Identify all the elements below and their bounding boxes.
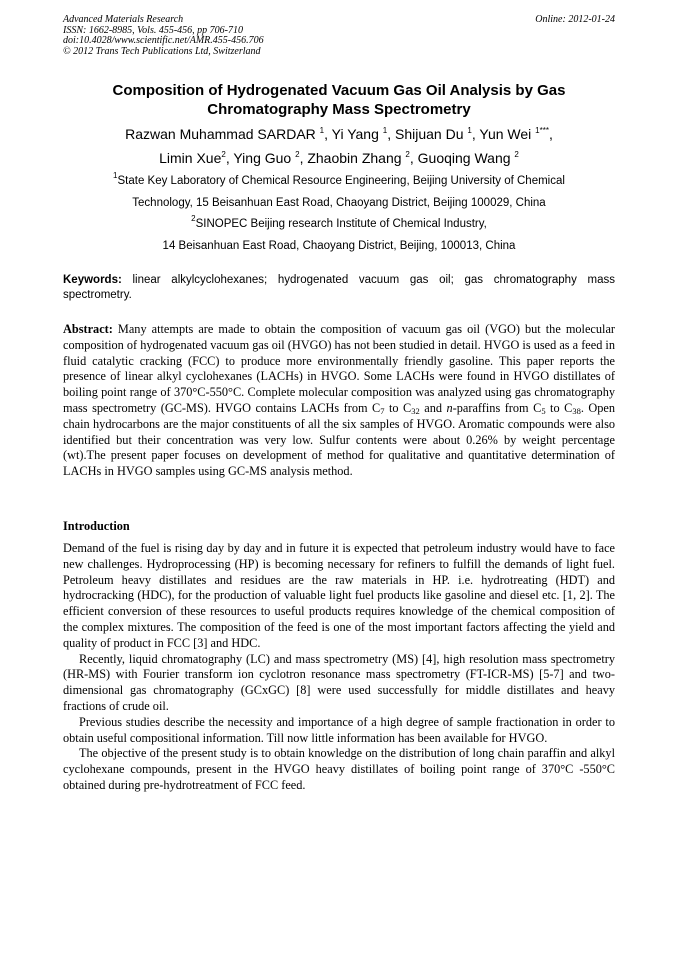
affiliation-text: State Key Laboratory of Chemical Resource Engineering, Beijing University of Chemical <box>117 175 565 187</box>
affiliation-1-line-2: Technology, 15 Beisanhuan East Road, Chaoyang District, Beijing 100029, China <box>132 196 546 209</box>
author-affil-sup: 1 <box>319 126 325 135</box>
online-date: Online: 2012-01-24 <box>535 14 615 25</box>
italic-n: n <box>446 400 453 415</box>
abstract-section <box>63 322 615 480</box>
author-affil-sup: 2 <box>221 150 226 159</box>
title-line-2: Chromatography Mass Spectrometry <box>207 101 471 118</box>
author-name: Yun Wei <box>479 126 532 142</box>
author-affil-sup: 1 <box>382 126 388 135</box>
affiliation-1-line-1 <box>63 171 615 193</box>
keywords-label: Keywords: <box>63 274 122 286</box>
intro-paragraph-4: The objective of the present study is to obtain knowledge on the distribution of long chain paraffin and alkyl cyclohexane compounds, present in the HVGO heavy distillates of boiling point range of 370°C -550°C obtained during pre-hydrotreatment of FCC feed. <box>63 746 615 792</box>
affiliation-text: SINOPEC Beijing research Institute of Chemical Industry, <box>195 218 487 230</box>
copyright-line: © 2012 Trans Tech Publications Ltd, Switzerland <box>63 45 261 57</box>
author-name: Shijuan Du <box>395 126 464 142</box>
author-affil-sup: 2 <box>514 150 519 159</box>
author-name: Yi Yang <box>331 126 379 142</box>
subscript: 7 <box>380 405 385 416</box>
subscript: 38 <box>572 405 581 416</box>
affil-sup: 2 <box>191 214 196 223</box>
abstract-text: and <box>419 400 447 415</box>
intro-paragraph-1: Demand of the fuel is rising day by day and in future it is expected that petroleum industry would have to face new challenges. Hydroprocessing (HP) is becoming necessary for refiners to fulfill the demands of light fuel. Petroleum heavy distillates and residues are the raw materials in HP. i.e. hydrotreating (HDT) and hydrocracking (HDC), for the production of valuable light fuel products like gasoline and diesel etc. [1, 2]. The efficient conversion of these resources to useful products requires knowledge of the chemical composition of the complex mixtures. The composition of the feed is one of the most important factors affecting the yield and quality of product in FCC [3] and HDC. <box>63 541 615 650</box>
abstract-text: to C <box>545 400 573 415</box>
introduction-body <box>63 541 615 794</box>
affiliations <box>63 171 615 257</box>
author-name: Ying Guo <box>233 150 292 166</box>
affiliation-2-line-1 <box>63 214 615 236</box>
abstract-label: Abstract: <box>63 322 113 336</box>
abstract-text: . Open chain hydrocarbons are the major constituents of all the six samples of HVGO. Aromatic compounds were also identified but their concentration was very low. Sulfur contents were about 0.26% by weight percentage (wt).The present paper focuses on development of method for qualitative and quantitative determination of LACHs in HVGO samples using GC-MS analysis method. <box>63 400 616 479</box>
abstract-text: Many attempts are made to obtain the composition of vacuum gas oil (VGO) but the molecular composition of hydrogenated vacuum gas oil (HVGO) has not been studied in detail. HVGO is used as a feed in fluid catalytic cracking (FCC) to produce more environmentally friendly gasoline. This paper reports the presence of linear alkyl cyclohexanes (LACHs) in HVGO. Some LACHs were found in HVGO distillates of boiling point range of 370°C-550°C. Complete molecular composition was analyzed using gas chromatography mass spectrometry (GC-MS). HVGO contains LACHs from C <box>63 322 615 415</box>
title-line-1: Composition of Hydrogenated Vacuum Gas Oil Analysis by Gas <box>112 82 566 99</box>
author-affil-sup: 1 <box>467 126 472 135</box>
author-name: Guoqing Wang <box>417 150 511 166</box>
intro-paragraph-2: Recently, liquid chromatography (LC) and mass spectrometry (MS) [4], high resolution mass spectrometry (HR-MS) with Fourier transform ion cyclotron resonance mass spectrometry (FT-ICR-MS) [5-7] and two-dimensional gas chromatography (GCxGC) [8] were used successfully for middle distillates and heavy fractions of crude oil. <box>63 651 615 713</box>
affil-sup: 1 <box>113 171 118 180</box>
introduction-heading: Introduction <box>63 519 130 533</box>
subscript: 5 <box>541 405 546 416</box>
affiliation-2-line-2: 14 Beisanhuan East Road, Chaoyang District, Beijing, 100013, China <box>162 239 516 252</box>
journal-header <box>63 15 463 57</box>
abstract-text: to C <box>384 400 412 415</box>
author-line-1: Razwan Muhammad SARDAR $^1$, Yi Yang $^1$, Shijuan Du $^1$, Yun Wei $^{1***}$, <box>125 126 553 142</box>
author-name: Limin Xue <box>159 150 222 166</box>
abstract-text: -paraffins from C <box>452 400 542 415</box>
author-affil-sup: 1*** <box>535 126 549 135</box>
author-affil-sup: 2 <box>295 150 300 159</box>
journal-name: Advanced Materials Research <box>63 14 184 25</box>
intro-paragraph-3: Previous studies describe the necessity and importance of a high degree of sample fractionation in order to obtain useful compositional information. Till now little information has been available for HVGO. <box>63 714 615 745</box>
issn-line: ISSN: 1662-8985, Vols. 455-456, pp 706-710 <box>63 24 243 36</box>
author-line-2: Limin Xue$^2$, Ying Guo $^2$, Zhaobin Zhang $^2$, Guoqing Wang $^2$ <box>159 150 519 166</box>
author-name: Zhaobin Zhang <box>307 150 402 166</box>
author-list <box>63 122 615 170</box>
paper-title <box>63 81 615 119</box>
subscript: 32 <box>411 405 420 416</box>
keywords-section <box>63 273 615 302</box>
doi-line: doi:10.4028/www.scientific.net/AMR.455-456.706 <box>63 35 264 46</box>
author-name: Razwan Muhammad SARDAR <box>125 126 316 142</box>
keywords-text: linear alkylcyclohexanes; hydrogenated vacuum gas oil; gas chromatography mass spectrometry. <box>63 274 615 301</box>
author-affil-sup: 2 <box>405 150 410 159</box>
